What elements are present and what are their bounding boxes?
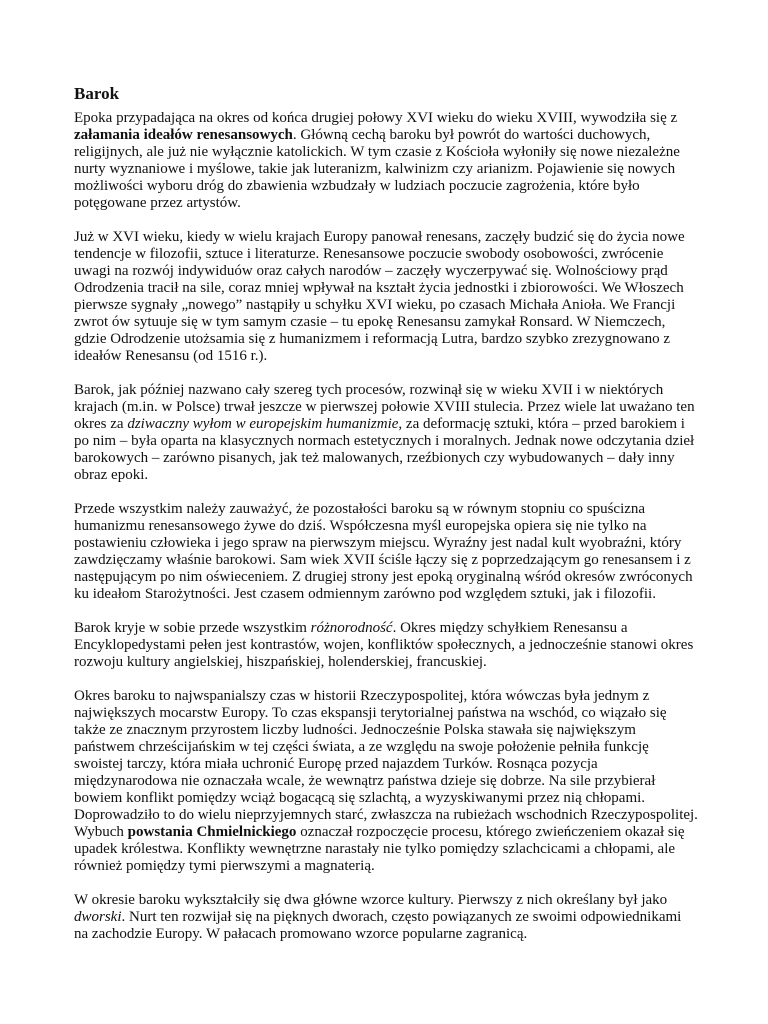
italic-phrase: dworski <box>74 909 122 925</box>
text-run: Okres baroku to najwspanialszy czas w historii Rzeczypospolitej, która wówczas była jednym z największych mocarstw Europy. To czas ekspansji terytorialnej państwa na wschód, co wiązało się także ze znacznym przyrostem liczby ludności. Jednocześnie Polska stawała się największym państwem chrześcijańskim w tej części świata, a ze względu na swoje położenie pełniła funkcję swoistej tarczy, która miała uchronić Europę przed najazdem Turków. Rosnąca pozycja międzynarodowa nie oznaczała wcale, że wewnątrz państwa dzieje się dobrze. Na sile przybierał bowiem konflikt pomiędzy wciąż bogacącą się szlachtą, a wyzyskiwanymi przez nią chłopami. Doprowadziło to do wielu nieprzyjemnych starć, zwłaszcza na rubieżach wschodnich Rzeczypospolitej. Wybuch <box>74 688 698 840</box>
text-run: W okresie baroku wykształciły się dwa główne wzorce kultury. Pierwszy z nich określany był jako <box>74 892 668 908</box>
document-title: Barok <box>74 84 120 103</box>
paragraph <box>74 892 698 943</box>
paragraph <box>74 229 698 365</box>
italic-phrase: dziwaczny wyłom w europejskim humanizmie <box>127 416 399 432</box>
italic-phrase: różnorodność <box>310 620 393 636</box>
text-run: Barok, jak później nazwano cały szereg tych procesów, rozwinął się w wieku XVII i w niektórych krajach (m.in. w Polsce) trwał jeszcze w pierwszej połowie XVIII stulecia. Przez wiele lat uważano ten okres za <box>74 382 695 432</box>
text-run: , za deformację sztuki, która – przed barokiem i po nim – była oparta na klasycznych normach estetycznych i moralnych. Jednak nowe odczytania dzieł barokowych – zarówno pisanych, jak też malowanych, rzeźbionych czy wybudowanych – dały inny obraz epoki. <box>74 416 695 483</box>
paragraph <box>74 620 698 671</box>
text-run: . Główną cechą baroku był powrót do wartości duchowych, religijnych, ale już nie wyłącznie katolickich. W tym czasie z Kościoła wyłoniły się nowe niezależne nurty wyznaniowe i myślowe, takie jak luteranizm, kalwinizm czy arianizm. Pojawienie się nowych możliwości wyboru dróg do zbawienia wzbudzały w ludziach poczucie zagrożenia, które było potęgowane przez artystów. <box>74 127 680 211</box>
document-page <box>74 84 698 960</box>
paragraph <box>74 501 698 603</box>
paragraph <box>74 110 698 212</box>
text-run: Barok kryje w sobie przede wszystkim <box>74 620 311 636</box>
text-run: . Nurt ten rozwijał się na pięknych dworach, często powiązanych ze swoimi odpowiednikami na zachodzie Europy. W pałacach promowano wzorce popularne zagranicą. <box>74 909 682 942</box>
text-run: Już w XVI wieku, kiedy w wielu krajach Europy panował renesans, zaczęły budzić się do życia nowe tendencje w filozofii, sztuce i literaturze. Renesansowe poczucie swobody osobowości, zwrócenie uwagi na rozwój indywiduów oraz całych narodów – zaczęły wyczerpywać się. Wolnościowy prąd Odrodzenia tracił na sile, coraz mniej wpływał na kształt życia jednostki i zbiorowości. We Włoszech pierwsze sygnały „nowego” nastąpiły u schyłku XVI wieku, po czasach Michała Anioła. We Francji zwrot ów sytuuje się w tym samym czasie – tu epokę Renesansu zamykał Ronsard. W Niemczech, gdzie Odrodzenie utożsamia się z humanizmem i reformacją Lutra, bardzo szybko zrezygnowano z ideałów Renesansu (od 1516 r.). <box>74 229 685 364</box>
bold-phrase: załamania ideałów renesansowych <box>74 127 293 143</box>
bold-phrase: powstania Chmielnickiego <box>127 824 297 840</box>
document-body <box>74 110 698 943</box>
paragraph <box>74 382 698 484</box>
paragraph <box>74 688 698 875</box>
text-run: oznaczał rozpoczęcie procesu, którego zwieńczeniem okazał się upadek królestwa. Konflikty wewnętrzne narastały nie tylko pomiędzy szlachcicami a chłopami, ale również pomiędzy tymi pierwszymi a magnaterią. <box>74 824 685 874</box>
text-run: Przede wszystkim należy zauważyć, że pozostałości baroku są w równym stopniu co spuścizna humanizmu renesansowego żywe do dziś. Współczesna myśl europejska opiera się nie tylko na postawieniu człowieka i jego spraw na pierwszym miejscu. Wyraźny jest nadal kult wyobraźni, który zawdzięczamy właśnie barokowi. Sam wiek XVII ściśle łączy się z poprzedzającym go renesansem i z następującym po nim oświeceniem. Z drugiej strony jest epoką oryginalną wśród okresów zwróconych ku ideałom Starożytności. Jest czasem odmiennym zarówno pod względem sztuki, jak i filozofii. <box>74 501 693 602</box>
text-run: . Okres między schyłkiem Renesansu a Encyklopedystami pełen jest kontrastów, wojen, konfliktów społecznych, a jednocześnie stanowi okres rozwoju kultury angielskiej, hiszpańskiej, holenderskiej, francuskiej. <box>74 620 694 670</box>
text-run: Epoka przypadająca na okres od końca drugiej połowy XVI wieku do wieku XVIII, wywodziła się z <box>74 110 678 126</box>
